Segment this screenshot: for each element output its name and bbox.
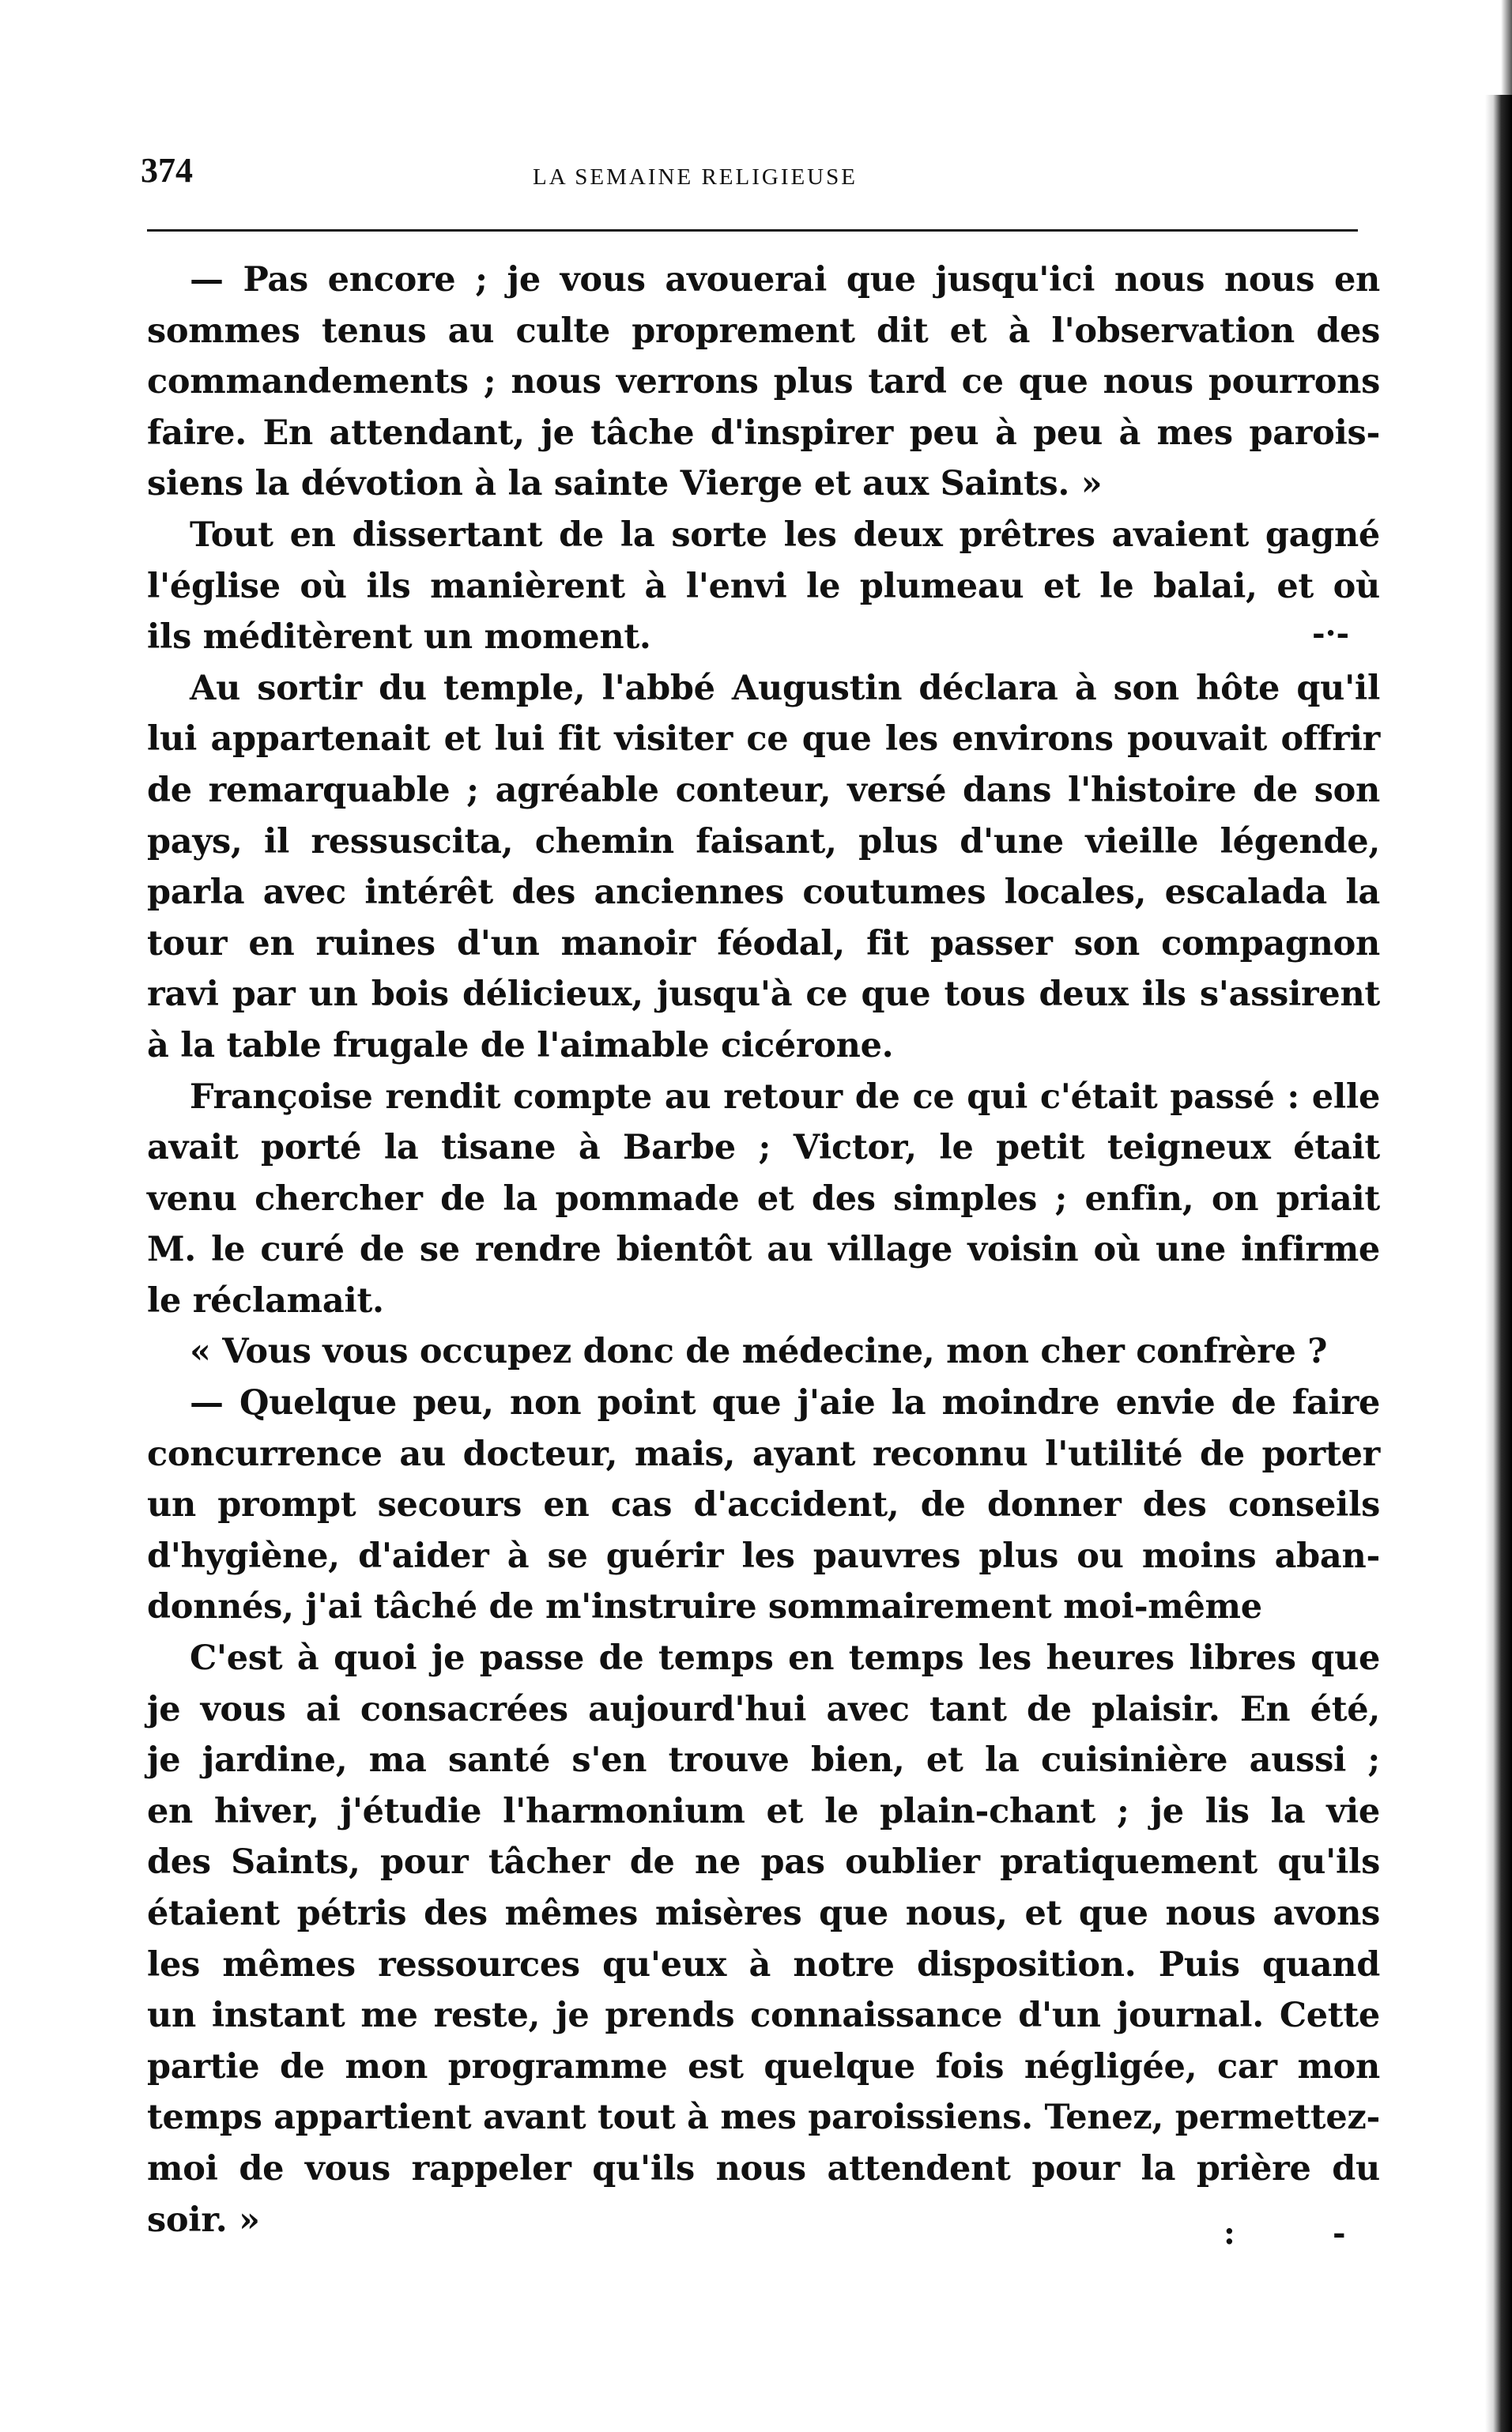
text-line: M. le curé de se rendre bientôt au village voisin où une infirme bbox=[147, 1230, 1380, 1270]
text-line: Françoise rendit compte au retour de ce qui c'était passé : elle bbox=[190, 1076, 1380, 1117]
text-line: ils méditèrent un moment. bbox=[147, 617, 651, 658]
page-edge-shadow bbox=[1485, 95, 1512, 2432]
text-line: parla avec intérêt des anciennes coutumes locales, escalada la bbox=[147, 873, 1380, 913]
text-line: l'église où ils manièrent à l'envi le plumeau et le balai, et où bbox=[147, 566, 1380, 606]
text-line: soir. » bbox=[147, 2200, 260, 2240]
text-line: C'est à quoi je passe de temps en temps les heures libres que bbox=[190, 1638, 1380, 1679]
text-line: un instant me reste, je prends connaissance d'un journal. Cette bbox=[147, 1996, 1380, 2036]
text-line: ravi par un bois délicieux, jusqu'à ce que tous deux ils s'assirent bbox=[147, 975, 1380, 1015]
page-number: 374 bbox=[141, 151, 193, 190]
text-line: — Quelque peu, non point que j'aie la moindre envie de faire bbox=[190, 1383, 1380, 1423]
text-line: avait porté la tisane à Barbe ; Victor, le petit teigneux était bbox=[147, 1128, 1380, 1168]
text-line: je jardine, ma santé s'en trouve bien, et la cuisinière aussi ; bbox=[147, 1740, 1380, 1781]
text-line: concurrence au docteur, mais, ayant reconnu l'utilité de porter bbox=[147, 1434, 1380, 1474]
page-edge-shadow-top bbox=[1501, 0, 1512, 95]
text-line: temps appartient avant tout à mes paroissiens. Tenez, permettez- bbox=[147, 2098, 1381, 2138]
stray-mark: - bbox=[1333, 2215, 1346, 2252]
body-text bbox=[147, 255, 1380, 2245]
text-line: étaient pétris des mêmes misères que nous, et que nous avons bbox=[147, 1894, 1380, 1933]
text-line: faire. En attendant, je tâche d'inspirer peu à peu à mes parois- bbox=[147, 413, 1380, 453]
text-line: d'hygiène, d'aider à se guérir les pauvres plus ou moins aban- bbox=[147, 1536, 1380, 1576]
text-line: les mêmes ressources qu'eux à notre disposition. Puis quand bbox=[147, 1944, 1380, 1985]
text-line: en hiver, j'étudie l'harmonium et le plain-chant ; je lis la vie bbox=[147, 1791, 1380, 1831]
stray-mark: -·- bbox=[1312, 615, 1350, 652]
text-line: commandements ; nous verrons plus tard ce que nous pourrons bbox=[147, 362, 1380, 402]
text-line: des Saints, pour tâcher de ne pas oublier pratiquement qu'ils bbox=[147, 1842, 1380, 1883]
stray-mark: : bbox=[1224, 2215, 1235, 2252]
header-rule bbox=[147, 229, 1358, 232]
text-line: tour en ruines d'un manoir féodal, fit passer son compagnon bbox=[147, 923, 1380, 963]
text-line: partie de mon programme est quelque fois négligée, car mon bbox=[147, 2046, 1380, 2087]
text-line: à la table frugale de l'aimable cicérone. bbox=[147, 1025, 894, 1065]
text-line: Tout en dissertant de la sorte les deux prêtres avaient gagné bbox=[190, 515, 1380, 555]
text-line: de remarquable ; agréable conteur, versé dans l'histoire de son bbox=[147, 770, 1380, 810]
text-line: je vous ai consacrées aujourd'hui avec tant de plaisir. En été, bbox=[147, 1689, 1380, 1729]
text-line: sommes tenus au culte proprement dit et à l'observation des bbox=[147, 311, 1380, 351]
text-line: donnés, j'ai tâché de m'instruire sommairement moi-même bbox=[147, 1587, 1262, 1627]
text-line: Au sortir du temple, l'abbé Augustin déclara à son hôte qu'il bbox=[190, 668, 1380, 708]
running-title: LA SEMAINE RELIGIEUSE bbox=[533, 164, 858, 190]
text-line: — Pas encore ; je vous avouerai que jusqu'ici nous nous en bbox=[190, 260, 1380, 300]
text-line: « Vous vous occupez donc de médecine, mon cher confrère ? bbox=[190, 1332, 1328, 1372]
text-line: le réclamait. bbox=[147, 1280, 384, 1321]
page-header bbox=[141, 150, 1358, 205]
text-line: pays, il ressuscita, chemin faisant, plus d'une vieille légende, bbox=[147, 821, 1380, 862]
text-line: un prompt secours en cas d'accident, de donner des conseils bbox=[147, 1485, 1380, 1525]
text-line: siens la dévotion à la sainte Vierge et aux Saints. » bbox=[147, 464, 1103, 504]
text-line: venu chercher de la pommade et des simples ; enfin, on priait bbox=[147, 1178, 1380, 1219]
text-line: moi de vous rappeler qu'ils nous attendent pour la prière du bbox=[147, 2148, 1380, 2189]
text-line: lui appartenait et lui fit visiter ce que les environs pouvait offrir bbox=[147, 719, 1380, 760]
